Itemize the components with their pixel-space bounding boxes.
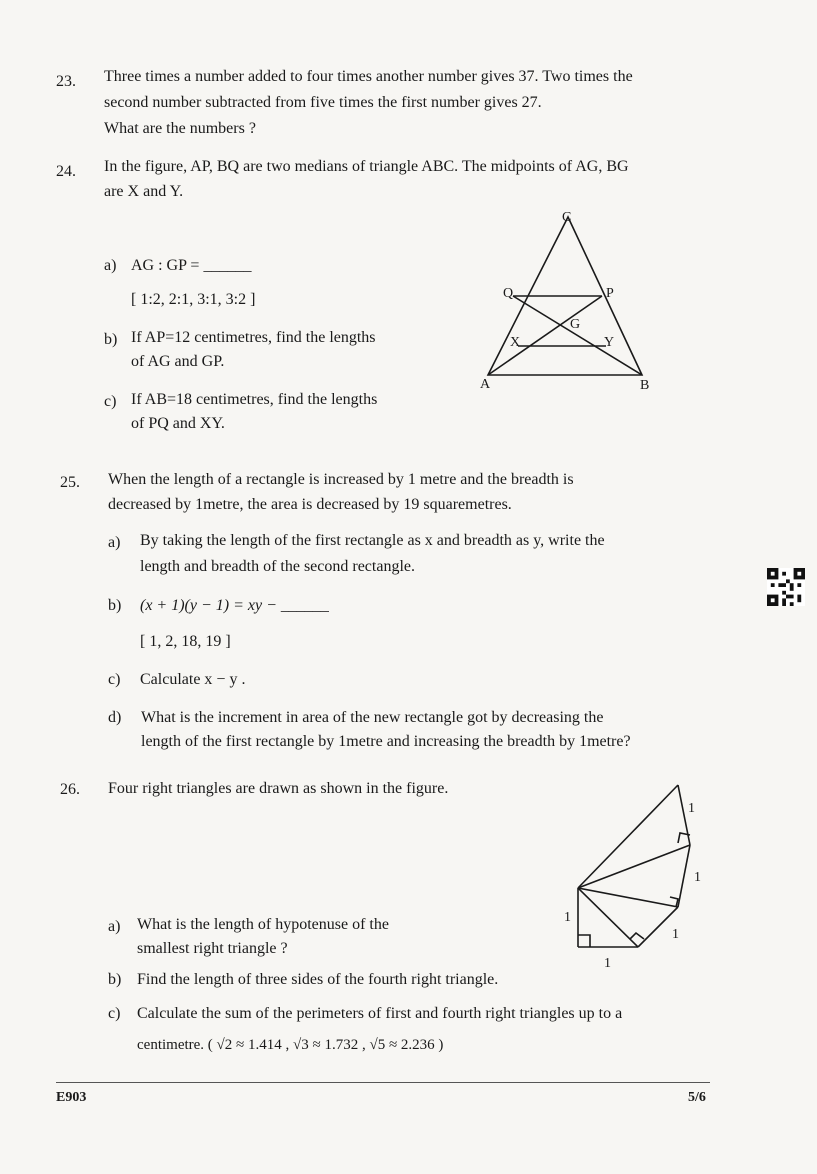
q25-d-line-1: What is the increment in area of the new rectangle got by decreasing the bbox=[141, 709, 604, 726]
fig26-label-1e: 1 bbox=[688, 801, 695, 816]
q24-b-label: b) bbox=[104, 331, 118, 348]
fig26-label-1b: 1 bbox=[604, 956, 611, 970]
q26-c-line-2: centimetre. ( √2 ≈ 1.414 , √3 ≈ 1.732 , √5 ≈ 2.236 ) bbox=[137, 1037, 444, 1053]
q25-b-text: (x + 1)(y − 1) = xy − ______ bbox=[140, 597, 329, 614]
q26-c-label: c) bbox=[108, 1005, 121, 1022]
fig24-label-q: Q bbox=[503, 286, 514, 301]
triangle-medians-figure bbox=[470, 200, 670, 400]
fig26-label-1c: 1 bbox=[672, 927, 679, 942]
fig24-label-a: A bbox=[480, 377, 491, 392]
q25-d-label: d) bbox=[108, 709, 122, 726]
q24-line-2: are X and Y. bbox=[104, 183, 184, 200]
question-number-26: 26. bbox=[60, 781, 80, 798]
q23-line-2: second number subtracted from five times the first number gives 27. bbox=[104, 94, 542, 111]
q25-b-options: [ 1, 2, 18, 19 ] bbox=[140, 633, 231, 650]
q25-a-line-2: length and breadth of the second rectangle. bbox=[140, 558, 415, 575]
fig24-label-b: B bbox=[640, 378, 650, 393]
q24-c-label: c) bbox=[104, 393, 117, 410]
q25-a-line-1: By taking the length of the first rectangle as x and breadth as y, write the bbox=[140, 532, 605, 549]
question-number-25: 25. bbox=[60, 474, 80, 491]
q26-c-line-1: Calculate the sum of the perimeters of first and fourth right triangles up to a bbox=[137, 1005, 623, 1022]
q24-line-1: In the figure, AP, BQ are two medians of triangle ABC. The midpoints of AG, BG bbox=[104, 158, 629, 175]
footer-divider bbox=[56, 1082, 710, 1083]
q24-b-line-1: If AP=12 centimetres, find the lengths bbox=[131, 329, 376, 346]
q25-a-label: a) bbox=[108, 534, 121, 551]
question-number-23: 23. bbox=[56, 73, 76, 90]
fig24-label-c: C bbox=[562, 210, 572, 225]
q26-b-text: Find the length of three sides of the fourth right triangle. bbox=[137, 971, 499, 988]
q25-line-1: When the length of a rectangle is increased by 1 metre and the breadth is bbox=[108, 471, 574, 488]
fig24-label-y: Y bbox=[604, 335, 615, 350]
q24-b-line-2: of AG and GP. bbox=[131, 353, 225, 370]
question-number-24: 24. bbox=[56, 163, 76, 180]
fig24-label-g: G bbox=[570, 317, 581, 332]
q25-c-label: c) bbox=[108, 671, 121, 688]
q23-line-1: Three times a number added to four times another number gives 37. Two times the bbox=[104, 68, 633, 85]
qr-code-icon bbox=[766, 568, 806, 606]
q24-a-text: AG : GP = ______ bbox=[131, 257, 252, 274]
fig24-label-p: P bbox=[606, 286, 614, 301]
q26-a-line-2: smallest right triangle ? bbox=[137, 940, 288, 957]
q26-line: Four right triangles are drawn as shown in the figure. bbox=[108, 780, 449, 797]
q26-b-label: b) bbox=[108, 971, 122, 988]
q25-d-line-2: length of the first rectangle by 1metre and increasing the breadth by 1metre? bbox=[141, 733, 631, 750]
q26-a-label: a) bbox=[108, 918, 121, 935]
q24-a-label: a) bbox=[104, 257, 117, 274]
fig26-label-1a: 1 bbox=[564, 910, 571, 925]
q24-c-line-2: of PQ and XY. bbox=[131, 415, 225, 432]
q24-a-options: [ 1:2, 2:1, 3:1, 3:2 ] bbox=[131, 291, 256, 308]
paper-code: E903 bbox=[56, 1090, 87, 1105]
q25-b-label: b) bbox=[108, 597, 122, 614]
fig26-label-1d: 1 bbox=[694, 870, 701, 885]
q24-c-line-1: If AB=18 centimetres, find the lengths bbox=[131, 391, 378, 408]
q26-a-line-1: What is the length of hypotenuse of the bbox=[137, 916, 389, 933]
right-triangles-figure bbox=[560, 775, 720, 970]
fig24-label-x: X bbox=[510, 335, 521, 350]
q25-line-2: decreased by 1metre, the area is decreased by 19 squaremetres. bbox=[108, 496, 512, 513]
page-number: 5/6 bbox=[688, 1090, 706, 1105]
q25-c-text: Calculate x − y . bbox=[140, 671, 246, 688]
q23-line-3: What are the numbers ? bbox=[104, 120, 256, 137]
